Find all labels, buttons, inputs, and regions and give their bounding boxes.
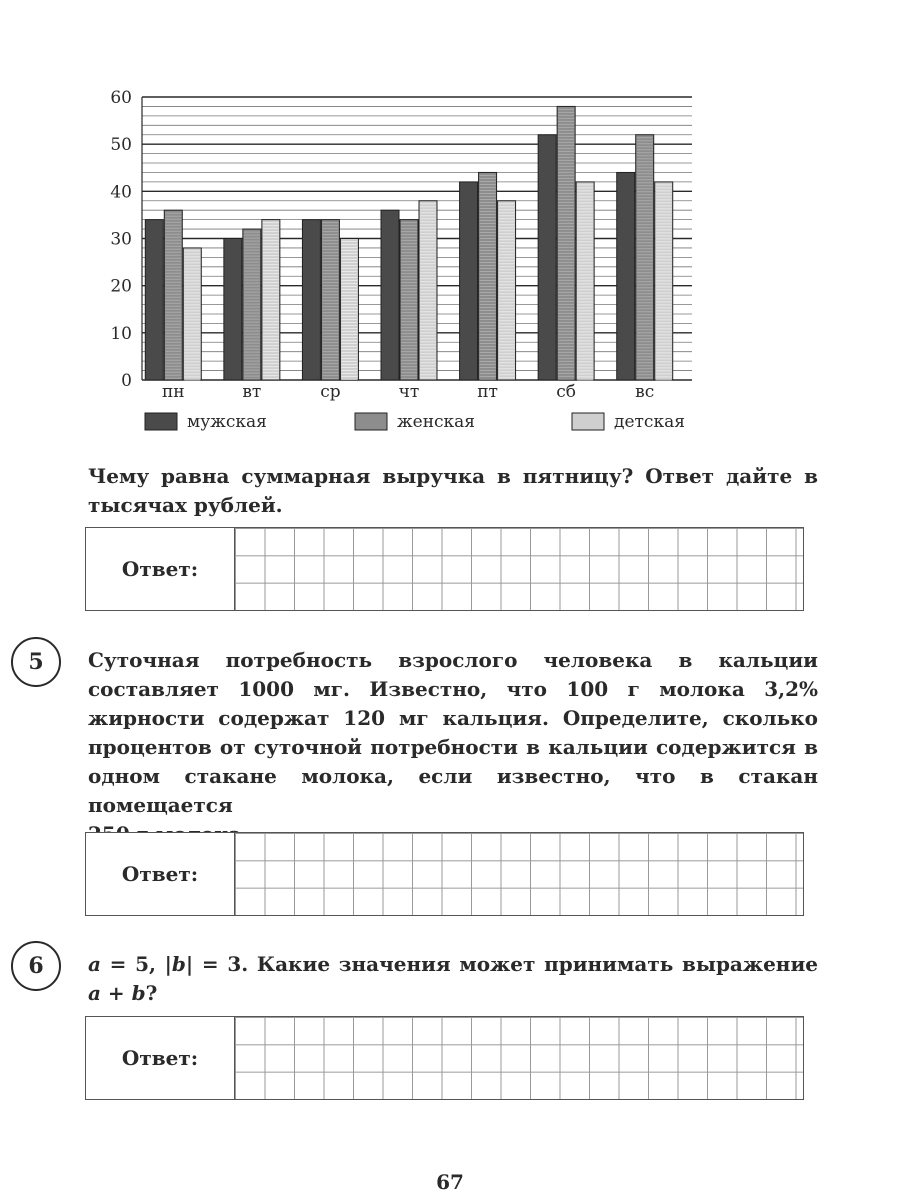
x-tick-label-сб: сб xyxy=(556,382,577,402)
x-tick-label-пн: пн xyxy=(161,382,185,402)
legend-label-мужская: мужская xyxy=(187,412,267,432)
x-tick-label-чт: чт xyxy=(398,382,420,402)
task4-question: Чему равна суммарная выручка в пятницу? Ответ дайте в тысячах рублей. xyxy=(88,464,818,517)
bar-пт-женская xyxy=(479,172,497,380)
task6-text xyxy=(88,950,818,1008)
y-tick-label: 20 xyxy=(110,276,132,297)
answer-grid[interactable] xyxy=(235,1017,803,1099)
task4-answer-box[interactable] xyxy=(85,527,804,611)
bar-сб-женская xyxy=(557,106,575,380)
task5-text xyxy=(88,646,818,849)
answer-grid[interactable] xyxy=(235,833,803,915)
legend-label-женская: женская xyxy=(397,412,476,432)
task6-abs-b: |b| xyxy=(164,952,194,976)
task6-answer-box[interactable] xyxy=(85,1016,804,1100)
legend-swatch-мужская xyxy=(145,413,177,430)
answer-label: Ответ: xyxy=(86,528,235,610)
y-axis-ticks xyxy=(110,88,132,391)
y-tick-label: 0 xyxy=(121,371,132,391)
revenue-bar-chart xyxy=(0,0,900,450)
bar-пн-мужская xyxy=(145,220,163,380)
answer-label: Ответ: xyxy=(86,1017,235,1099)
x-tick-label-вс: вс xyxy=(635,382,655,402)
bar-вс-мужская xyxy=(617,172,635,380)
bar-чт-мужская xyxy=(381,210,399,380)
answer-grid[interactable] xyxy=(235,528,803,610)
bar-сб-мужская xyxy=(538,135,556,380)
x-axis-ticks xyxy=(162,382,654,402)
y-tick-label: 50 xyxy=(110,135,132,156)
answer-label: Ответ: xyxy=(86,833,235,915)
y-tick-label: 40 xyxy=(110,182,132,203)
bar-пт-мужская xyxy=(460,182,478,380)
task6-eq2: = 3. Какие значения может принимать выражение xyxy=(193,952,818,976)
legend-label-детская: детская xyxy=(614,412,685,432)
x-tick-label-пт: пт xyxy=(477,382,498,402)
task5-number-badge: 5 xyxy=(11,637,61,687)
x-tick-label-ср: ср xyxy=(320,382,341,402)
y-tick-label: 10 xyxy=(110,323,132,344)
chart-legend xyxy=(145,412,685,432)
task6-expression: a + b xyxy=(88,981,146,1005)
y-tick-label: 60 xyxy=(110,88,132,108)
x-tick-label-вт: вт xyxy=(242,382,262,402)
task5-answer-box[interactable] xyxy=(85,832,804,916)
bar-ср-мужская xyxy=(302,220,320,380)
legend-swatch-детская xyxy=(572,413,604,430)
task6-number-badge: 6 xyxy=(11,941,61,991)
y-tick-label: 30 xyxy=(110,229,132,250)
bar-вт-мужская xyxy=(224,239,242,381)
task6-var-a: a xyxy=(88,952,101,976)
page-number: 67 xyxy=(436,1170,464,1194)
task6-eq1: = 5, xyxy=(100,952,165,976)
task5-text-main: Суточная потребность взрослого человека в кальции составляет 1000 мг. Известно, что 100 г молока 3,2% жирности содержат 120 мг кальция. Определите, сколько процентов от суточной потребности в кальции содержится в одном стакане молока, если известно, что в стакан помещается xyxy=(88,648,818,817)
legend-swatch-женская xyxy=(355,413,387,430)
task6-end: ? xyxy=(145,981,158,1005)
